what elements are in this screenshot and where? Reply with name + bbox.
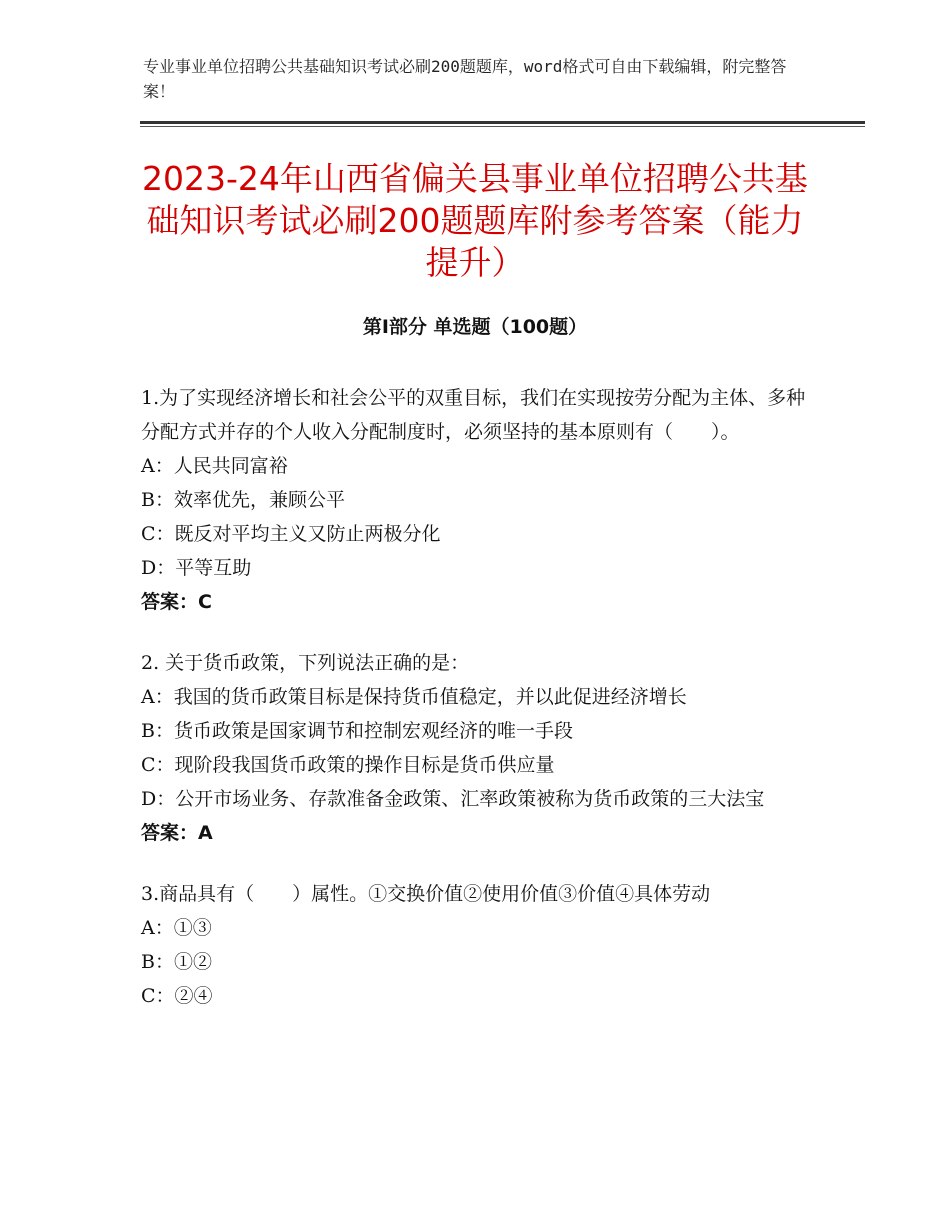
option-a: A：我国的货币政策目标是保持货币值稳定，并以此促进经济增长 <box>141 686 687 708</box>
question-3 <box>141 877 809 1013</box>
header-rule-thin <box>140 126 865 127</box>
header-note: 专业事业单位招聘公共基础知识考试必刷200题题库，word格式可自由下载编辑，附完整答案！ <box>143 57 787 101</box>
option-b: B：①② <box>141 951 212 973</box>
question-stem: 2. 关于货币政策，下列说法正确的是： <box>141 652 470 674</box>
question-list <box>141 381 809 1040</box>
section-title: 第Ⅰ部分 单选题（100题） <box>362 316 588 338</box>
option-b: B：货币政策是国家调节和控制宏观经济的唯一手段 <box>141 720 573 742</box>
option-a: A：①③ <box>141 917 212 939</box>
answer-line: 答案：C <box>141 591 212 613</box>
option-c: C：现阶段我国货币政策的操作目标是货币供应量 <box>141 754 555 776</box>
question-stem: 1.为了实现经济增长和社会公平的双重目标，我们在实现按劳分配为主体、多种分配方式并存的个人收入分配制度时，必须坚持的基本原则有（ ）。 <box>141 387 806 443</box>
question-stem: 3.商品具有（ ）属性。①交换价值②使用价值③价值④具体劳动 <box>141 883 711 905</box>
answer-line: 答案：A <box>141 822 213 844</box>
option-a: A：人民共同富裕 <box>141 455 288 477</box>
option-d: D：公开市场业务、存款准备金政策、汇率政策被称为货币政策的三大法宝 <box>141 788 765 810</box>
question-1 <box>141 381 809 619</box>
question-2 <box>141 646 809 850</box>
option-b: B：效率优先，兼顾公平 <box>141 489 345 511</box>
header-rule-thick <box>140 121 865 124</box>
document-title: 2023-24年山西省偏关县事业单位招聘公共基础知识考试必刷200题题库附参考答案（能力提升） <box>142 159 808 282</box>
option-c: C：既反对平均主义又防止两极分化 <box>141 523 441 545</box>
option-d: D：平等互助 <box>141 557 252 579</box>
option-c: C：②④ <box>141 985 213 1007</box>
